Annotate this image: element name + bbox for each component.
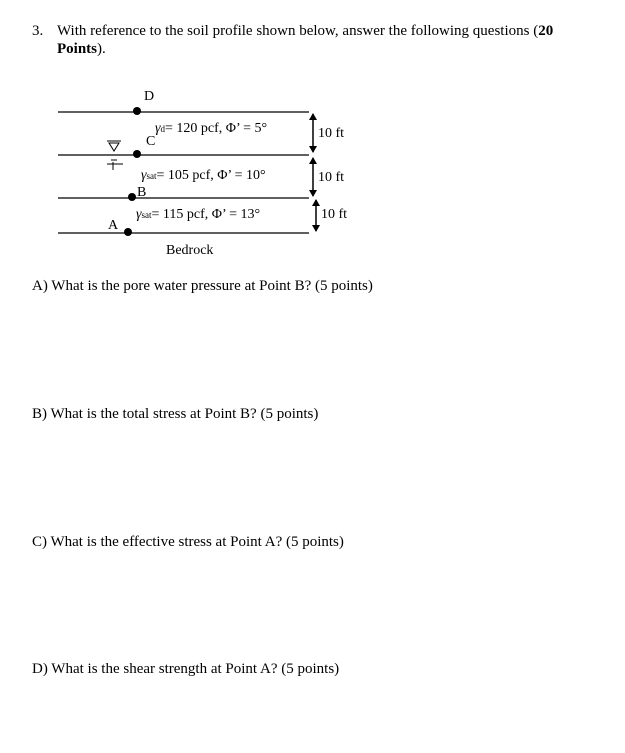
point-b-label: B bbox=[137, 185, 147, 200]
question-part-b: B) What is the total stress at Point B? (5 points) bbox=[32, 406, 319, 422]
layer3-thickness: 10 ft bbox=[321, 207, 348, 222]
gamma-symbol: γ bbox=[155, 121, 161, 136]
question-text-end: ). bbox=[97, 41, 106, 57]
thickness-arrow-layer1 bbox=[309, 113, 317, 153]
point-c-marker bbox=[133, 150, 141, 158]
gamma-subscript: sat bbox=[141, 210, 152, 220]
bedrock-label: Bedrock bbox=[166, 243, 214, 258]
gamma-subscript: d bbox=[160, 124, 166, 134]
question-part-d: D) What is the shear strength at Point A? (5 points) bbox=[32, 661, 340, 677]
layer2-props-text: = 105 pcf, Φ’ = 10° bbox=[156, 168, 266, 183]
layer3-properties bbox=[136, 207, 260, 223]
thickness-arrow-layer3 bbox=[312, 199, 320, 232]
layer3-props-text: = 115 pcf, Φ’ = 13° bbox=[151, 207, 261, 222]
gamma-subscript: sat bbox=[146, 171, 157, 181]
point-d-marker bbox=[133, 107, 141, 115]
question-part-a: A) What is the pore water pressure at Point B? (5 points) bbox=[32, 278, 373, 294]
layer1-thickness: 10 ft bbox=[318, 126, 345, 141]
question-points-value: 20 bbox=[538, 23, 554, 39]
point-a-marker bbox=[124, 228, 132, 236]
layer2-properties bbox=[141, 168, 266, 184]
point-d-label: D bbox=[144, 89, 155, 104]
point-a-label: A bbox=[108, 218, 119, 233]
question-number: 3. bbox=[32, 23, 44, 39]
point-c-label: C bbox=[146, 134, 156, 149]
question-text-line1: With reference to the soil profile shown below, answer the following questions ( bbox=[57, 23, 539, 39]
gamma-symbol: γ bbox=[141, 168, 147, 183]
layer2-thickness: 10 ft bbox=[318, 170, 345, 185]
layer1-props-text: = 120 pcf, Φ’ = 5° bbox=[165, 121, 268, 136]
question-part-c: C) What is the effective stress at Point A? (5 points) bbox=[32, 534, 344, 550]
point-b-marker bbox=[128, 193, 136, 201]
thickness-arrow-layer2 bbox=[309, 157, 317, 197]
gamma-symbol: γ bbox=[136, 207, 142, 222]
layer1-properties bbox=[155, 121, 267, 137]
question-points-word: Points bbox=[57, 41, 98, 57]
